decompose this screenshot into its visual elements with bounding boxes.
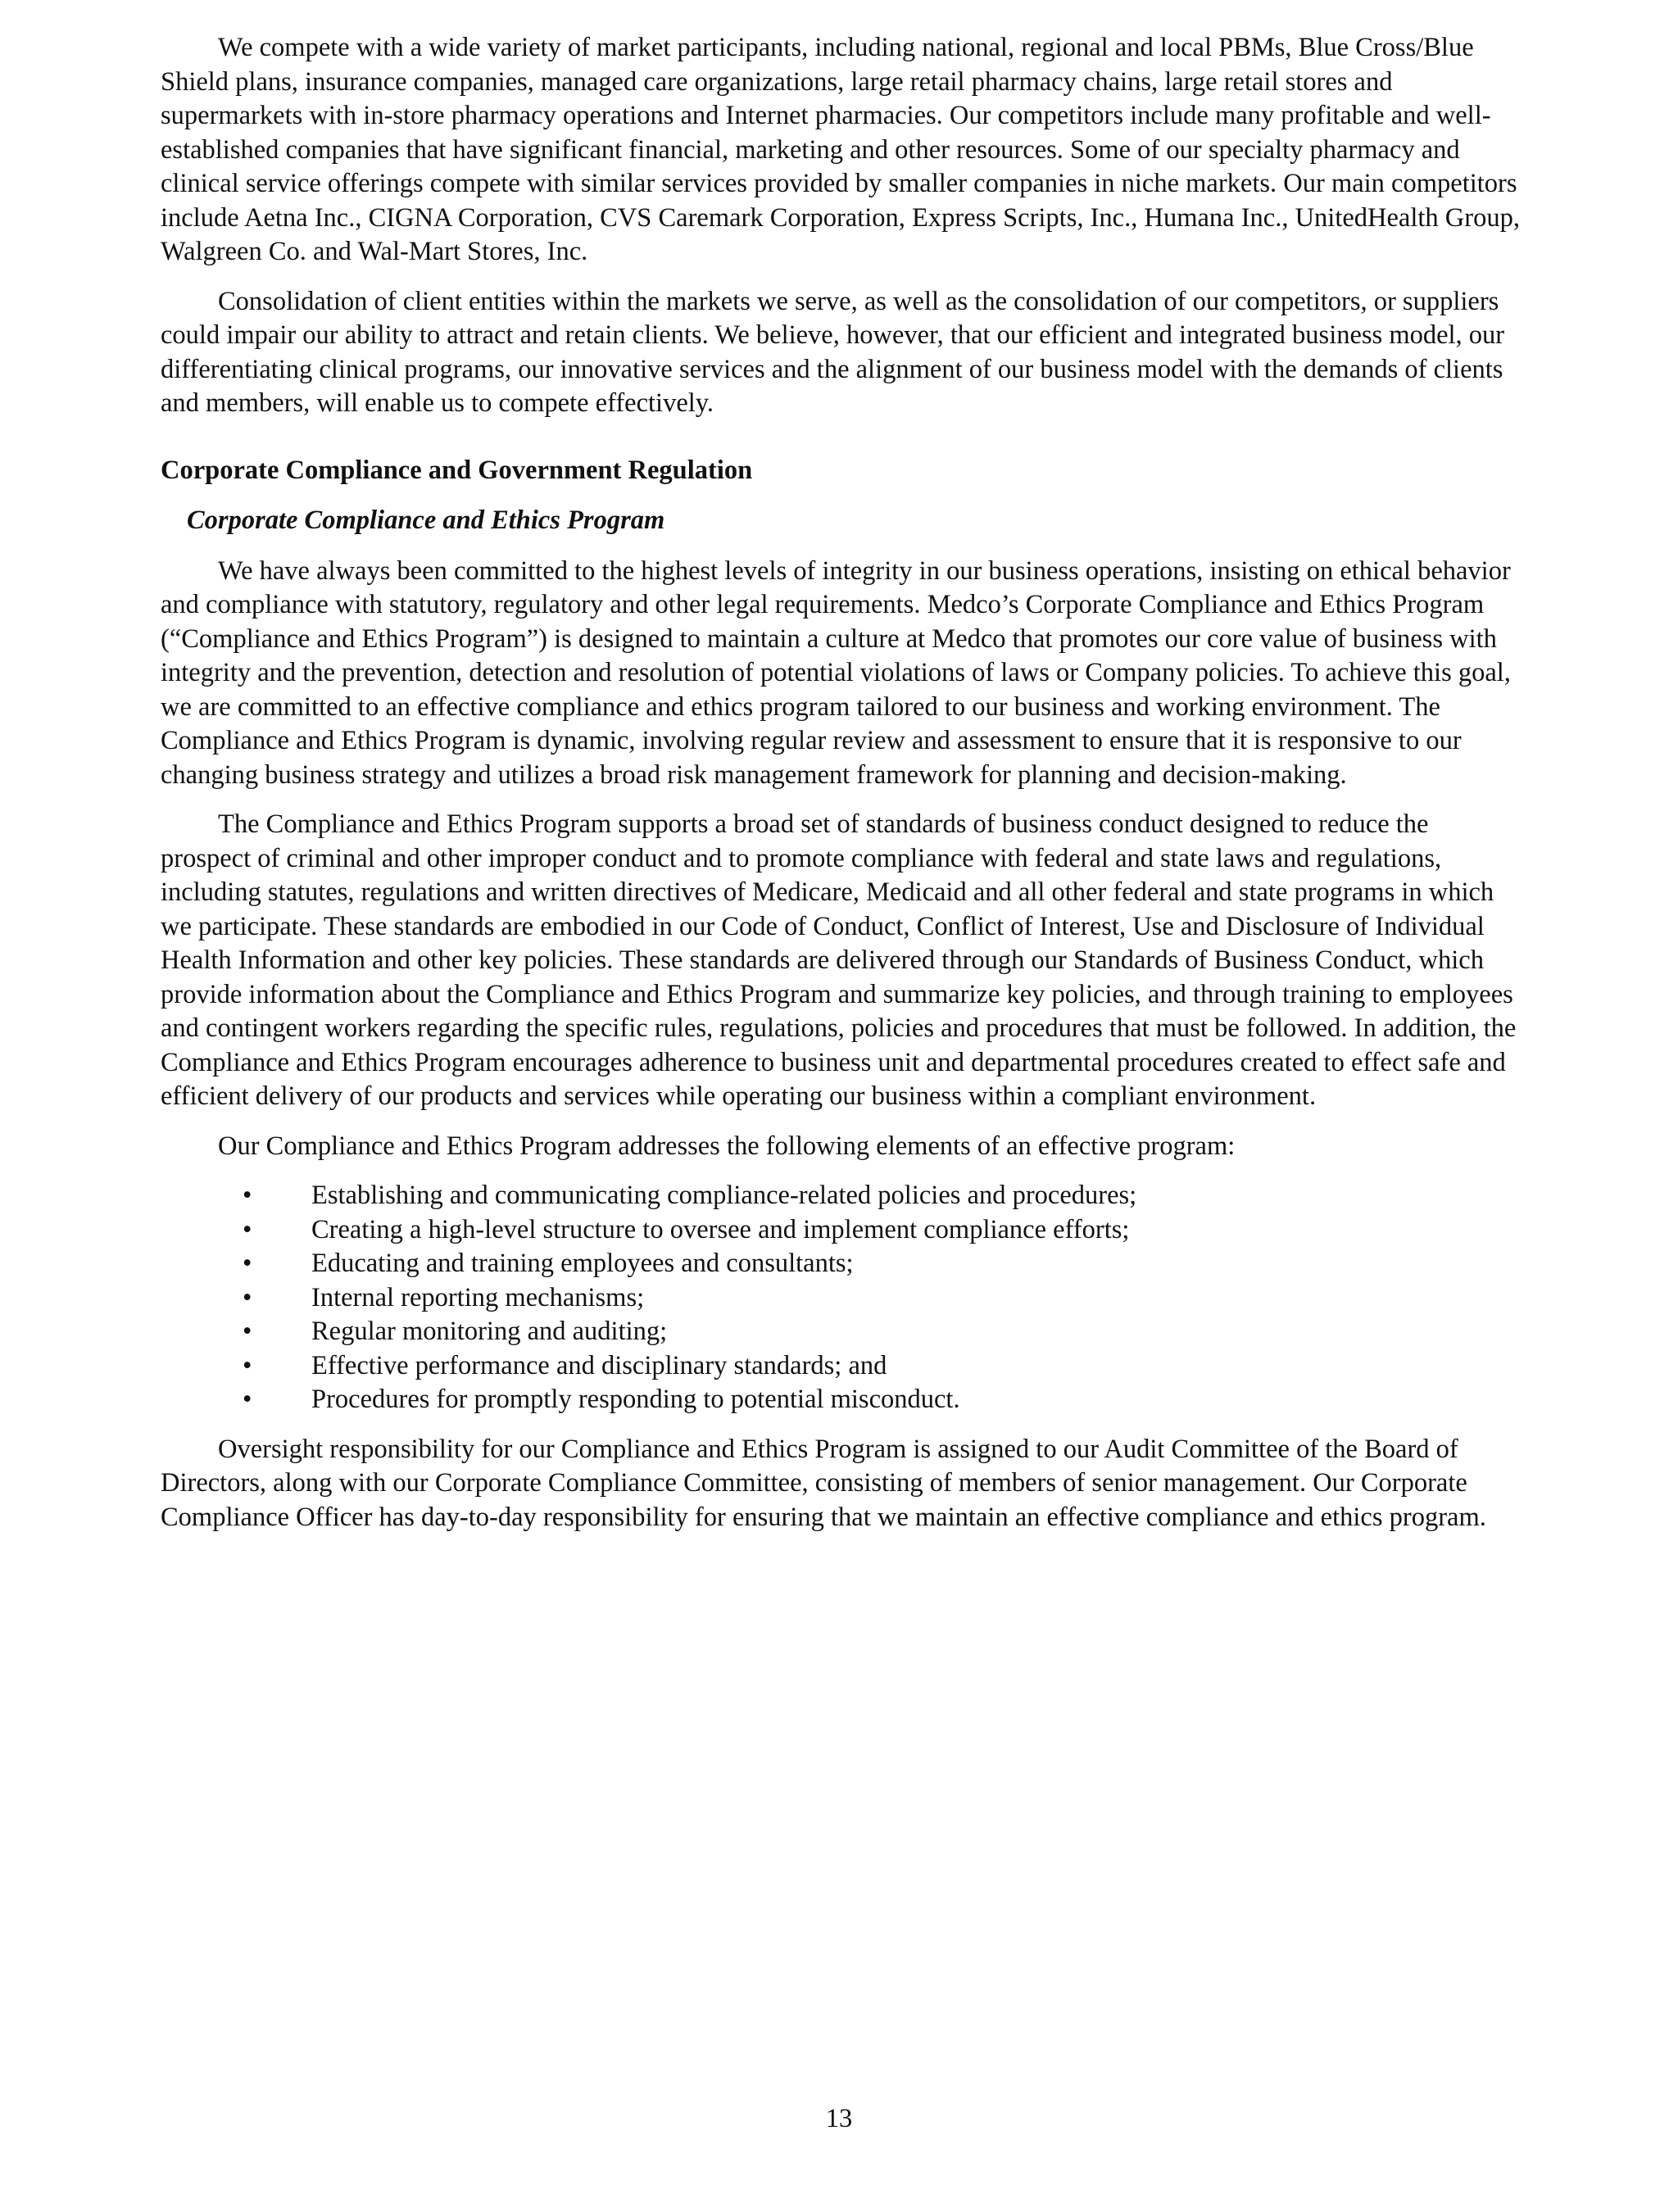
bullet-icon: • [243, 1181, 252, 1210]
paragraph-oversight: Oversight responsibility for our Compliance and Ethics Program is assigned to our Audit Committee of the Board of Directors, along with our Corporate Compliance Committee, consisting of members of senior management. Our Corporate Compliance Officer has day-to-day responsibility for ensuring that we maintain an effective compliance and ethics program. [161, 1434, 1486, 1532]
bullet-icon: • [243, 1282, 252, 1312]
list-item-text: Regular monitoring and auditing; [311, 1317, 668, 1346]
paragraph-consolidation: Consolidation of client entities within the markets we serve, as well as the consolidation of our competitors, or suppliers could impair our ability to attract and retain clients. We believe, however, that our efficient and integrated business model, our differentiating clinical programs, our innovative services and the alignment of our business model with the demands of clients and members, will enable us to compete effectively. [161, 286, 1505, 418]
list-item-text: Procedures for promptly responding to potential misconduct. [311, 1385, 960, 1414]
list-item [161, 1179, 1521, 1213]
list-item [161, 1349, 1521, 1384]
paragraph-elements-intro: Our Compliance and Ethics Program addresses the following elements of an effective program: [218, 1131, 1236, 1161]
bullet-icon: • [243, 1385, 252, 1414]
page-number: 13 [825, 2104, 853, 2133]
list-item [161, 1281, 1521, 1316]
elements-bullet-list [161, 1179, 1521, 1417]
list-item-text: Effective performance and disciplinary standards; and [311, 1350, 887, 1380]
list-item [161, 1315, 1521, 1349]
list-item [161, 1383, 1521, 1417]
section-heading: Corporate Compliance and Government Regulation [161, 455, 753, 485]
bullet-icon: • [243, 1214, 252, 1244]
subsection-heading: Corporate Compliance and Ethics Program [187, 505, 665, 535]
paragraph-standards: The Compliance and Ethics Program supports a broad set of standards of business conduct designed to reduce the prospect of criminal and other improper conduct and to promote compliance with federal and state laws and regulations, including statutes, regulations and written directives of Medicare, Medicaid and all other federal and state programs in which we participate. These standards are embodied in our Code of Conduct, Conflict of Interest, Use and Disclosure of Individual Health Information and other key policies. These standards are delivered through our Standards of Business Conduct, which provide information about the Compliance and Ethics Program and summarize key policies, and through training to employees and contingent workers regarding the specific rules, regulations, policies and procedures that must be followed. In addition, the Compliance and Ethics Program encourages adherence to business unit and departmental procedures created to effect safe and efficient delivery of our products and services while operating our business within a compliant environment. [161, 809, 1517, 1111]
paragraph-integrity: We have always been committed to the highest levels of integrity in our business operations, insisting on ethical behavior and compliance with statutory, regulatory and other legal requirements. Medco’s Corporate Compliance and Ethics Program (“Compliance and Ethics Program”) is designed to maintain a culture at Medco that promotes our core value of business with integrity and the prevention, detection and resolution of potential violations of laws or Company policies. To achieve this goal, we are committed to an effective compliance and ethics program tailored to our business and working environment. The Compliance and Ethics Program is dynamic, involving regular review and assessment to ensure that it is responsive to our changing business strategy and utilizes a broad risk management framework for planning and decision-making. [161, 555, 1511, 790]
list-item-text: Educating and training employees and consultants; [311, 1249, 854, 1278]
paragraph-competitors: We compete with a wide variety of market participants, including national, regional and local PBMs, Blue Cross/Blue Shield plans, insurance companies, managed care organizations, large retail pharmacy chains, large retail stores and supermarkets with in-store pharmacy operations and Internet pharmacies. Our competitors include many profitable and well-established companies that have significant financial, marketing and other resources. Some of our specialty pharmacy and clinical service offerings compete with similar services provided by smaller companies in niche markets. Our main competitors include Aetna Inc., CIGNA Corporation, CVS Caremark Corporation, Express Scripts, Inc., Humana Inc., UnitedHealth Group, Walgreen Co. and Wal-Mart Stores, Inc. [161, 33, 1520, 266]
list-item [161, 1213, 1521, 1248]
bullet-icon: • [243, 1350, 252, 1380]
list-item [161, 1247, 1521, 1281]
list-item-text: Establishing and communicating compliance-related policies and procedures; [311, 1181, 1137, 1210]
list-item-text: Creating a high-level structure to oversee and implement compliance efforts; [311, 1214, 1130, 1244]
bullet-icon: • [243, 1317, 252, 1346]
bullet-icon: • [243, 1249, 252, 1278]
document-page [161, 31, 1521, 1550]
list-item-text: Internal reporting mechanisms; [311, 1282, 645, 1312]
